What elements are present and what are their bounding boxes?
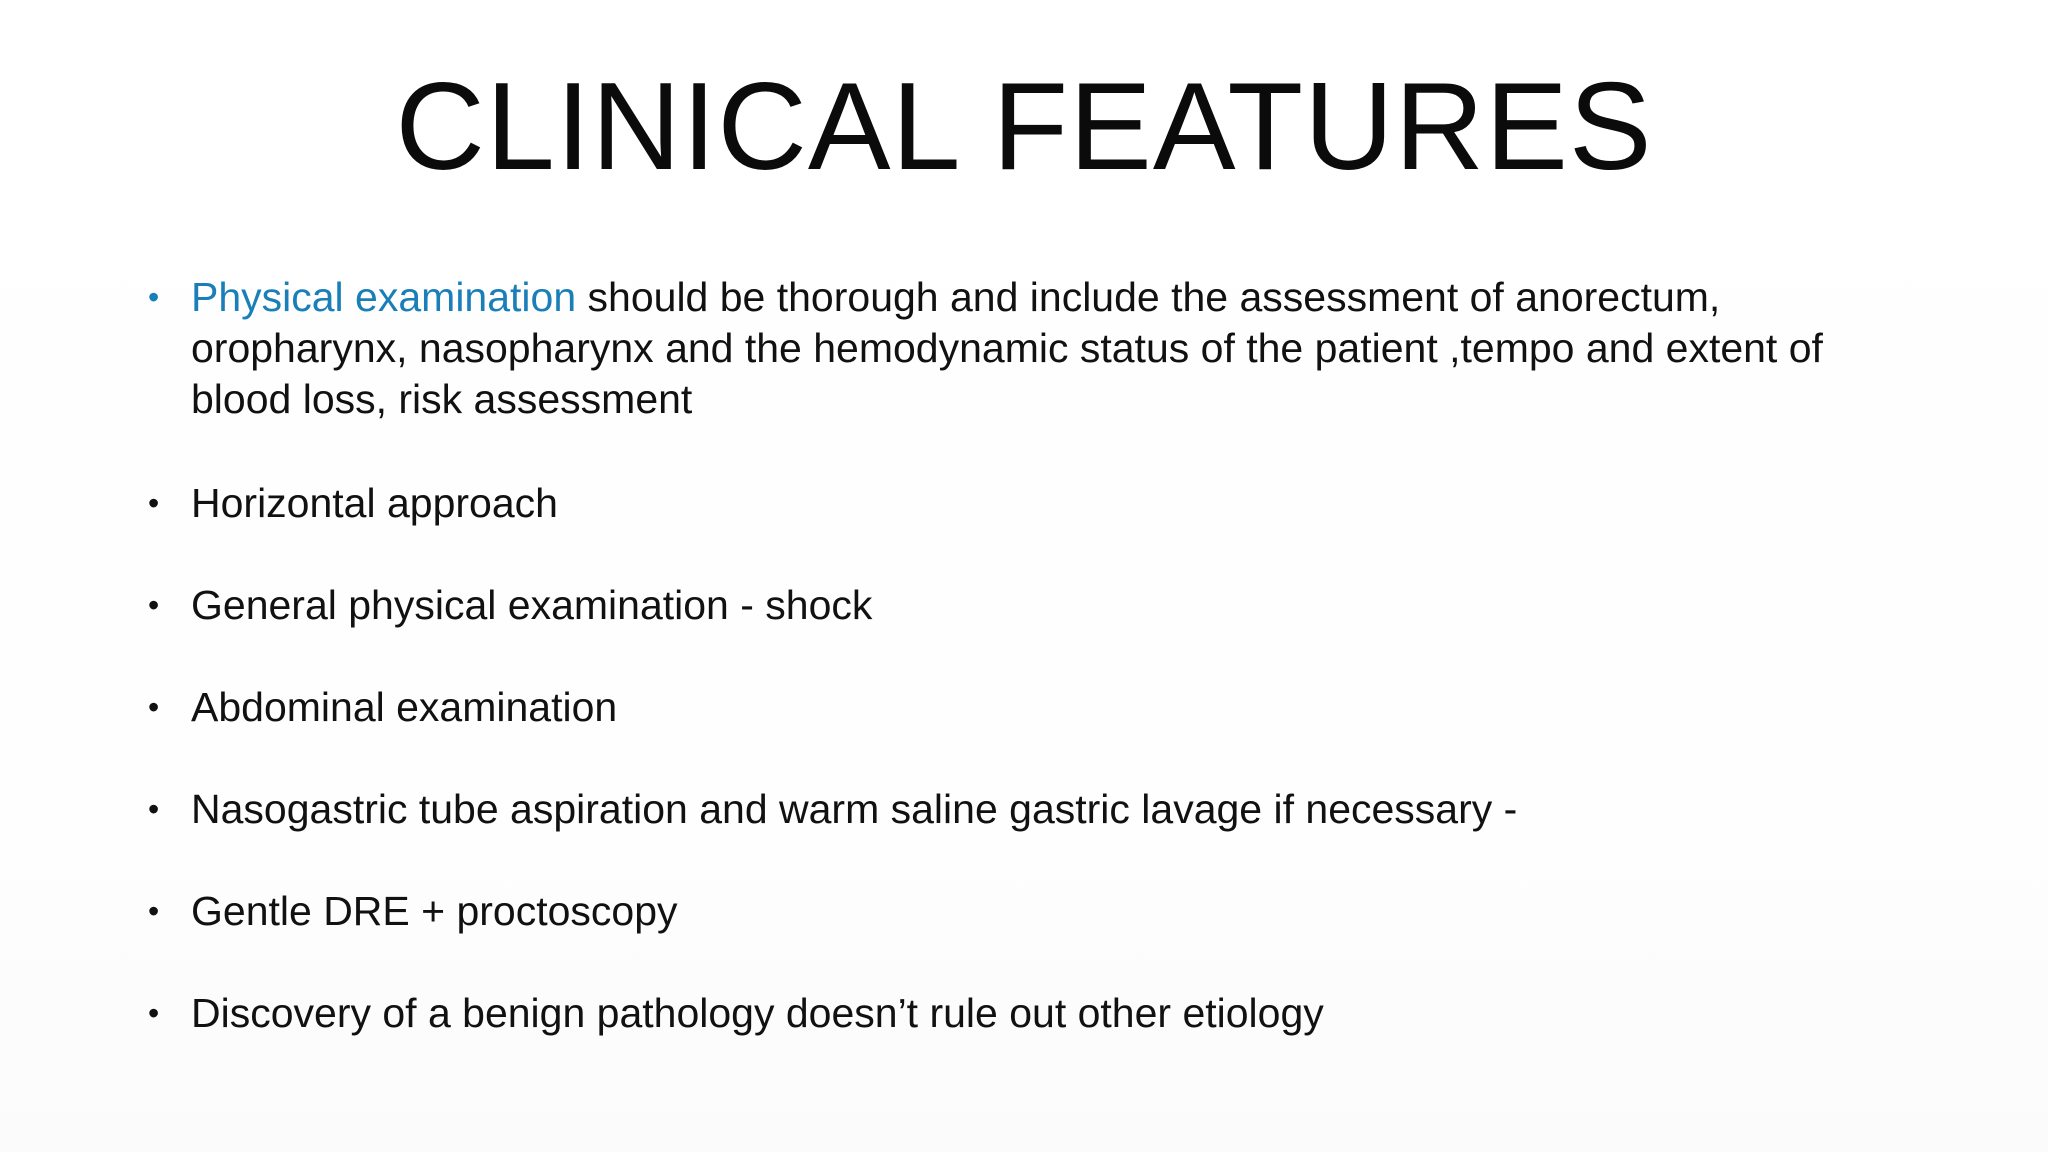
bullet-text: Discovery of a benign pathology doesn’t rule out other etiology [191, 990, 1324, 1036]
slide-title: CLINICAL FEATURES [395, 58, 1653, 196]
bullet-item [148, 784, 1908, 835]
bullet-list [148, 272, 1908, 1090]
bullet-text: should be thorough and include the assessment of anorectum, oropharynx, nasopharynx and the hemodynamic status of the patient ,tempo and extent of blood loss, risk assessment [191, 274, 1823, 422]
bullet-dot-icon: • [148, 279, 160, 315]
bullet-dot-icon: • [148, 791, 160, 827]
bullet-item [148, 682, 1908, 733]
bullet-dot-icon: • [148, 893, 160, 929]
bullet-item [148, 988, 1908, 1039]
bullet-text: Abdominal examination [191, 684, 618, 730]
bullet-text: General physical examination - shock [191, 582, 873, 628]
bullet-text: Nasogastric tube aspiration and warm saline gastric lavage if necessary - [191, 786, 1518, 832]
bullet-text: Gentle DRE + proctoscopy [191, 888, 678, 934]
bullet-item [148, 580, 1908, 631]
bullet-dot-icon: • [148, 995, 160, 1031]
bullet-highlight-text: Physical examination [191, 274, 577, 320]
bullet-dot-icon: • [148, 587, 160, 623]
bullet-dot-icon: • [148, 485, 160, 521]
bullet-item [148, 478, 1908, 529]
bullet-text: Horizontal approach [191, 480, 558, 526]
bullet-item [148, 272, 1908, 425]
bullet-dot-icon: • [148, 689, 160, 725]
bullet-item [148, 886, 1908, 937]
